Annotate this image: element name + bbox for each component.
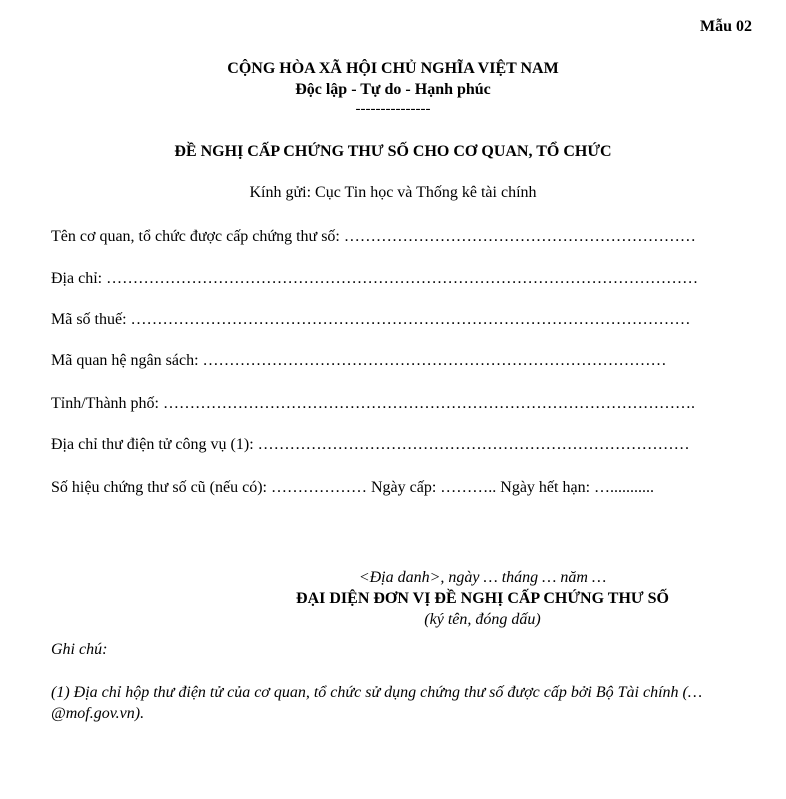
form-code: Mẫu 02 (700, 18, 752, 35)
recipient-line: Kính gửi: Cục Tin học và Thống kê tài chính (249, 184, 537, 201)
signature-note: (ký tên, đóng dấu) (424, 611, 541, 628)
footnote: (1) Địa chỉ hộp thư điện tử của cơ quan, tổ chức sử dụng chứng thư số được cấp bởi Bộ Tài chính (…@mof.gov.vn). (51, 684, 703, 722)
field-tax-code: Mã số thuế: …………………………………………………………………………………………… (51, 311, 691, 328)
motto: Độc lập - Tự do - Hạnh phúc (295, 81, 491, 98)
document-title: ĐỀ NGHỊ CẤP CHỨNG THƯ SỐ CHO CƠ QUAN, TỔ CHỨC (174, 143, 612, 160)
signature-place-date: <Địa danh>, ngày … tháng … năm … (358, 569, 607, 586)
field-old-certificate: Số hiệu chứng thư số cũ (nếu có): ……………… Ngày cấp: ……….. Ngày hết hạn: …........... (51, 479, 655, 496)
field-address: Địa chỉ: ………………………………………………………………………………………………… (51, 270, 699, 287)
field-budget-code: Mã quan hệ ngân sách: …………………………………………………………………………… (51, 352, 667, 369)
field-organization-name: Tên cơ quan, tổ chức được cấp chứng thư số: ………………………………………………………… (51, 228, 696, 245)
field-official-email: Địa chỉ thư điện tử công vụ (1): ……………………………………………………………………… (51, 436, 690, 453)
notes-label: Ghi chú: (51, 641, 108, 658)
nation-heading: CỘNG HÒA XÃ HỘI CHỦ NGHĨA VIỆT NAM (227, 60, 559, 77)
header-divider: --------------- (355, 101, 431, 117)
signature-title: ĐẠI DIỆN ĐƠN VỊ ĐỀ NGHỊ CẤP CHỨNG THƯ SỐ (296, 590, 669, 607)
field-province: Tỉnh/Thành phố: ………………………………………………………………………………………. (51, 395, 695, 412)
